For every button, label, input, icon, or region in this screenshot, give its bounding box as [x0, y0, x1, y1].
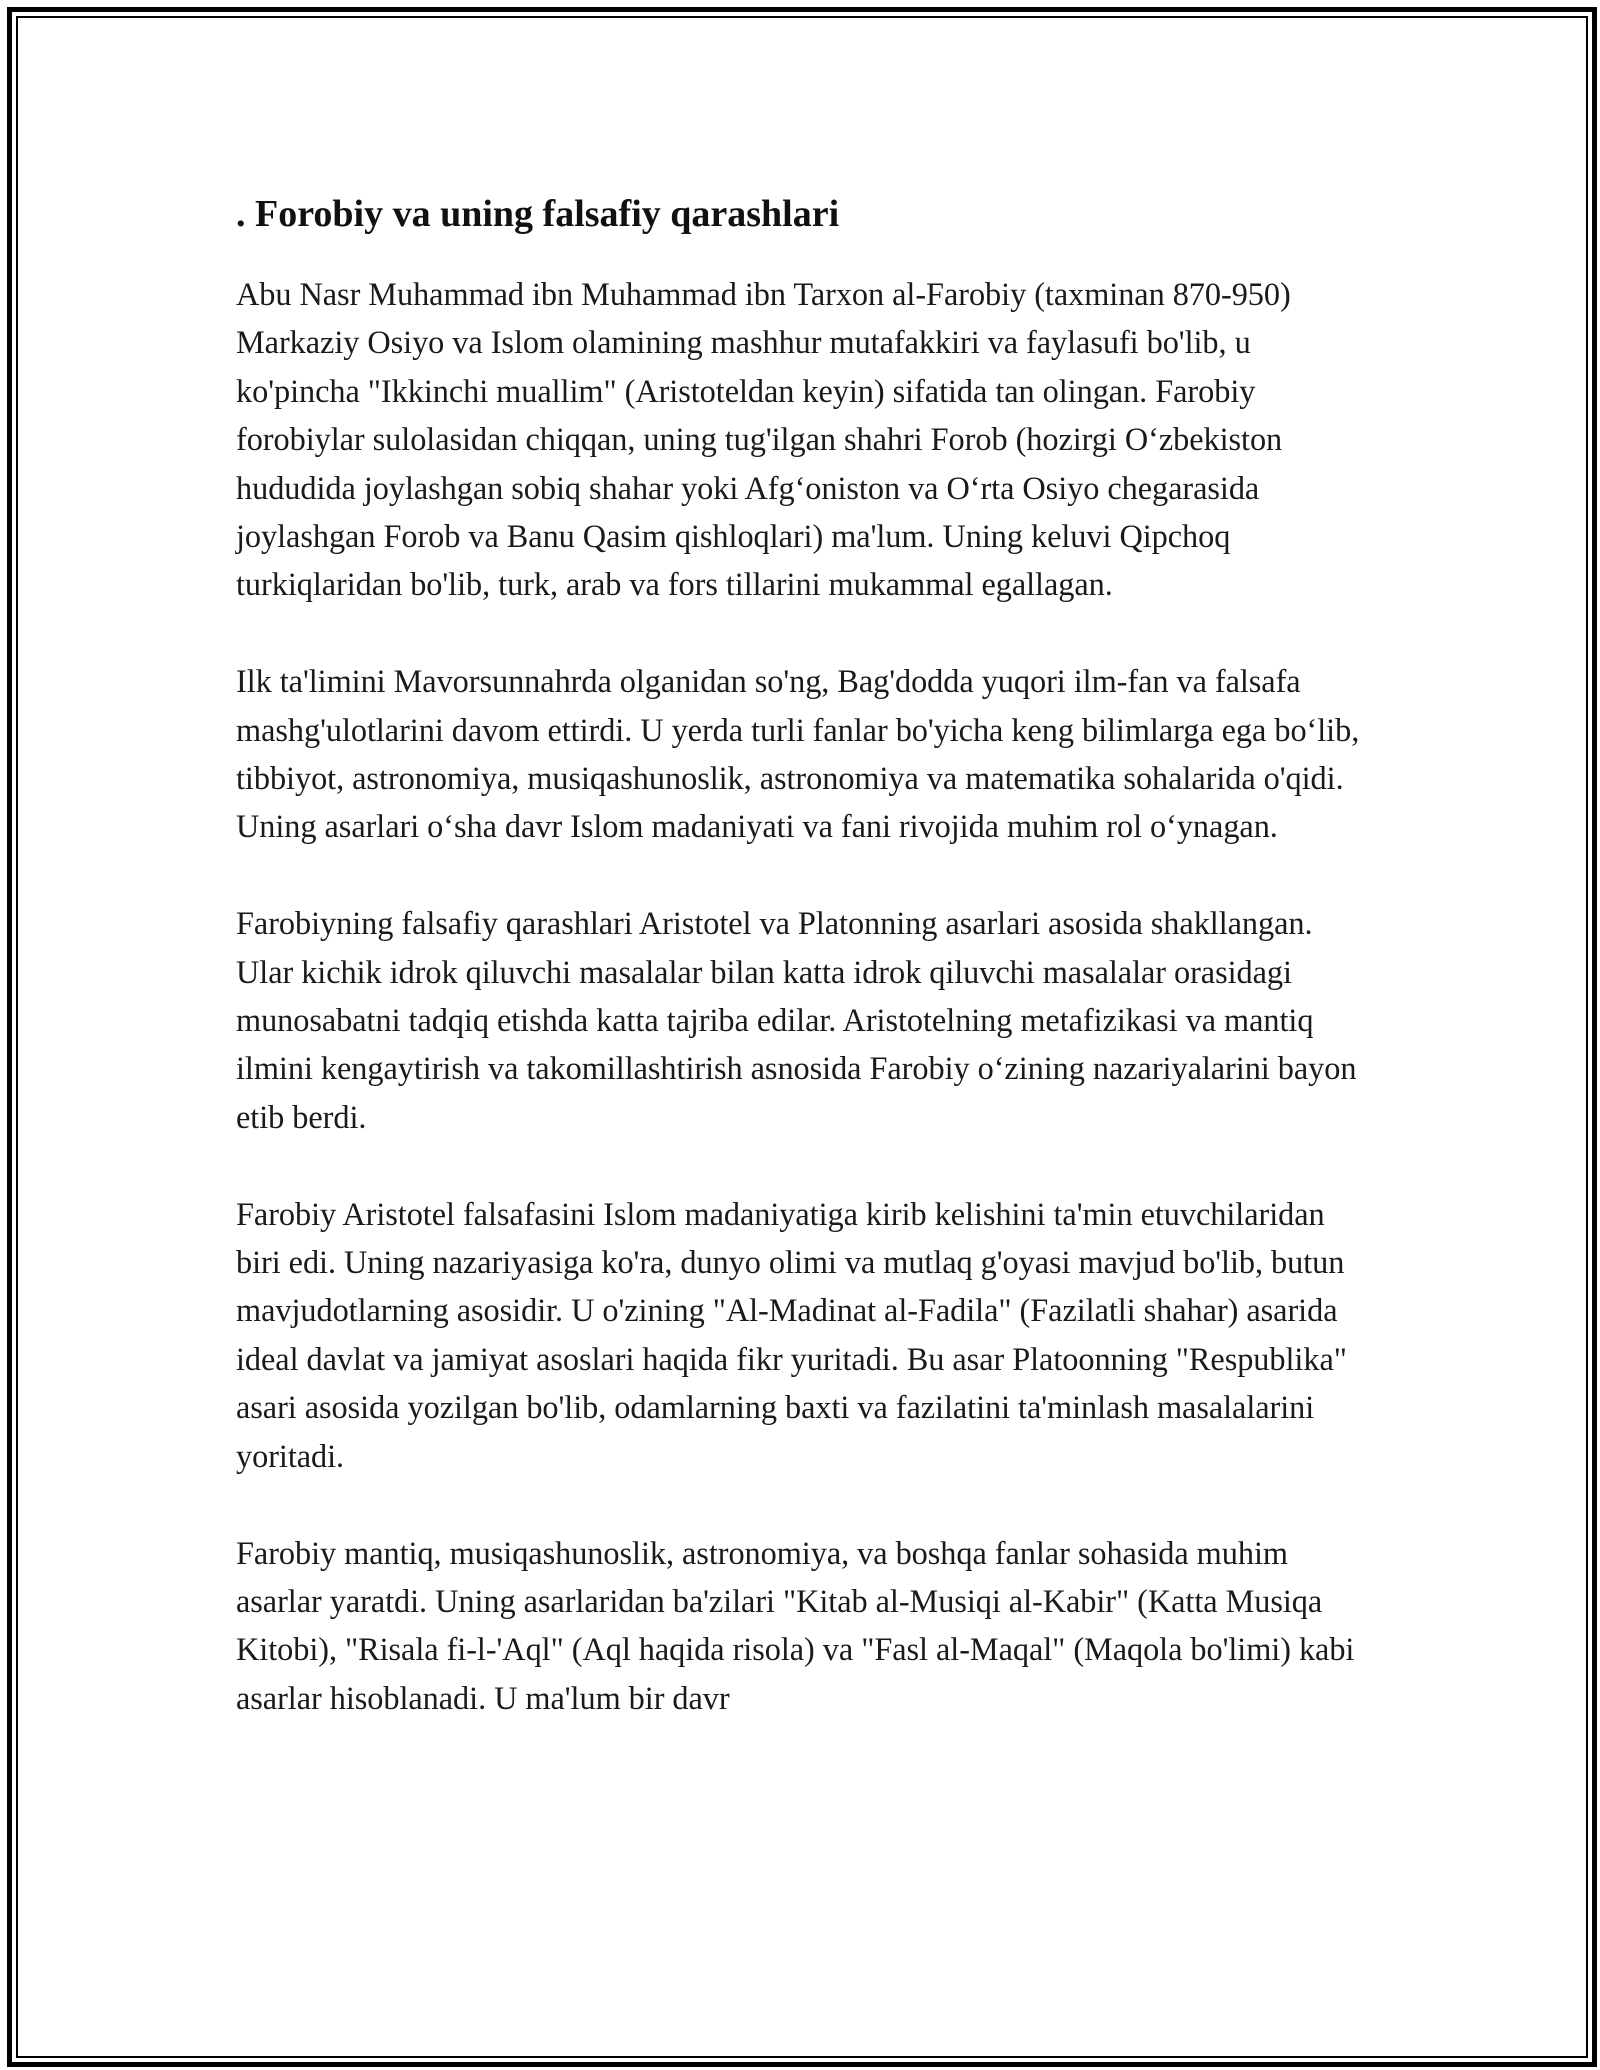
paragraph-3: Farobiyning falsafiy qarashlari Aristotel va Platonning asarlari asosida shakllangan. Ular kichik idrok qiluvchi masalalar bilan katta idrok qiluvchi masalalar orasidagi munosabatni tadqiq etishda katta tajriba edilar. Aristotelning metafizikasi va mantiq ilmini kengaytirish va takomillashtirish asnosida Farobiy o‘zining nazariyalarini bayon etib berdi.	[236, 905, 1357, 1135]
document-body	[236, 186, 1376, 1771]
paragraph-4: Farobiy Aristotel falsafasini Islom madaniyatiga kirib kelishini ta'min etuvchilaridan biri edi. Uning nazariyasiga ko'ra, dunyo olimi va mutlaq g'oyasi mavjud bo'lib, butun mavjudotlarning asosidir. U o'zining "Al-Madinat al-Fadila" (Fazilatli shahar) asarida ideal davlat va jamiyat asoslari haqida fikr yuritadi. Bu asar Platoonning "Respublika" asari asosida yozilgan bo'lib, odamlarning baxti va fazilatini ta'minlash masalalarini yoritadi.	[236, 1195, 1347, 1474]
paragraph-2: Ilk ta'limini Mavorsunnahrda olganidan so'ng, Bag'dodda yuqori ilm-fan va falsafa mashg'ulotlarini davom ettirdi. U yerda turli fanlar bo'yicha keng bilimlarga ega bo‘lib, tibbiyot, astronomiya, musiqashunoslik, astronomiya va matematika sohalarida o'qidi. Uning asarlari o‘sha davr Islom madaniyati va fani rivojida muhim rol o‘ynagan.	[236, 663, 1360, 845]
document-title: . Forobiy va uning falsafiy qarashlari	[236, 193, 840, 235]
paragraph-1: Abu Nasr Muhammad ibn Muhammad ibn Tarxon al-Farobiy (taxminan 870-950) Markaziy Osiyo va Islom olamining mashhur mutafakkiri va faylasufi bo'lib, u ko'pincha "Ikkinchi muallim" (Aristoteldan keyin) sifatida tan olingan. Farobiy forobiylar sulolasidan chiqqan, uning tug'ilgan shahri Forob (hozirgi O‘zbekiston hududida joylashgan sobiq shahar yoki Afg‘oniston va O‘rta Osiyo chegarasida joylashgan Forob va Banu Qasim qishloqlari) ma'lum. Uning keluvi Qipchoq turkiqlaridan bo'lib, turk, arab va fors tillarini mukammal egallagan.	[236, 276, 1291, 603]
paragraph-5: Farobiy mantiq, musiqashunoslik, astronomiya, va boshqa fanlar sohasida muhim asarlar yaratdi. Uning asarlaridan ba'zilari "Kitab al-Musiqi al-Kabir" (Katta Musiqa Kitobi), "Risala fi-l-'Aql" (Aql haqida risola) va "Fasl al-Maqal" (Maqola bo'limi) kabi asarlar hisoblanadi. U ma'lum bir davr	[236, 1534, 1355, 1716]
